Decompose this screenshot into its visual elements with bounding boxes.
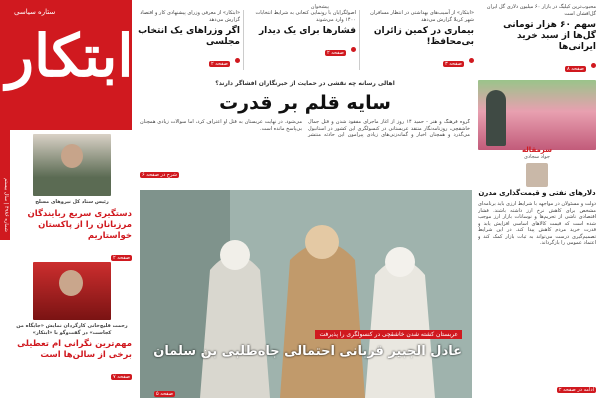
right-top-page: صفحه ۸ bbox=[566, 66, 584, 72]
main-title: سایه قلم بر قدرت bbox=[219, 92, 391, 114]
left-bottom-title: مهم‌ترین نگرانی ام تعطیلی برخی از سالن‌ها است bbox=[17, 339, 132, 360]
photo-title: عادل الجبیر قربانی احتمالی جاه‌طلبی بن سلمان bbox=[153, 344, 462, 359]
main-page: شرح در صفحه ۶ bbox=[142, 172, 177, 178]
page-marker-icon bbox=[591, 63, 596, 68]
editorial-column[interactable] bbox=[478, 146, 596, 398]
photo-kicker: عربستان کشته شدن خاشقچی در کنسولگری را پذیرفت bbox=[315, 330, 462, 339]
photo-story[interactable] bbox=[140, 190, 472, 398]
general-photo bbox=[33, 134, 111, 196]
right-top-kicker: محبوب‌ترین کیلیگ در بازار ۶۰ میلیون دلاری گل ایران گل‌افشان است bbox=[486, 4, 596, 17]
top-col-3[interactable] bbox=[134, 10, 240, 74]
left-mid-story[interactable] bbox=[12, 134, 132, 260]
editorial-label: سرمقاله bbox=[521, 146, 553, 154]
top-col-1[interactable] bbox=[364, 10, 474, 74]
left-bottom-story[interactable] bbox=[12, 262, 132, 398]
top-col-3-title: اگر وزراهای یک انتخاب مجلسی bbox=[138, 26, 240, 47]
right-top-story[interactable] bbox=[478, 4, 596, 144]
main-kicker: اهالی رسانه چه نقشی در حمایت از خبرنگاران افشاگر دارند؟ bbox=[215, 80, 395, 87]
director-face bbox=[59, 270, 83, 296]
flower-photo bbox=[478, 80, 596, 150]
page-marker-icon bbox=[469, 58, 474, 63]
person-silhouette bbox=[486, 90, 506, 146]
top-col-3-page: صفحه ۲ bbox=[210, 61, 228, 67]
left-mid-caption: رئیس ستاد کل نیروهای مسلح bbox=[35, 199, 109, 205]
general-face bbox=[61, 144, 83, 168]
editorial-page: ادامه در صفحه ۲ bbox=[558, 387, 594, 393]
main-body: گروه فرهنگ و هنر - حمید ۱۴ روز از آغاز ماجرای مفقود شدن و قتل جمال خاشقچی، روزنامه‌نگار منتقد عربستانی در کنسولگری این کشور در استانبول می‌گذرد و همچنان اخبار و گمانه‌زنی‌های زیادی پیرامون این حادثه منتشر می‌شود. در نهایت عربستان به قتل او اعتراف کرد، اما سوالات زیادی همچنان بی‌پاسخ مانده است. bbox=[140, 119, 470, 138]
left-mid-title: دستگیری سریع ربایندگان مرزبانان را از پاکستان خواستاریم bbox=[27, 208, 132, 241]
left-mid-page: صفحه ۲ bbox=[113, 254, 130, 261]
top-divider-2 bbox=[243, 10, 244, 70]
masthead-tagline: ستاره سیاسی bbox=[14, 8, 56, 16]
top-col-1-page: صفحه ۳ bbox=[444, 61, 462, 67]
right-top-title: سهم ۶۰ هزار تومانی گل‌ها از سبد خرید ایرانی‌ها bbox=[503, 20, 596, 52]
top-divider-1 bbox=[359, 10, 360, 70]
left-bottom-page: صفحه ۷ bbox=[113, 374, 130, 380]
author-avatar bbox=[526, 163, 548, 187]
left-bottom-caption: رحمت قلیچ‌خانی کارگردان نمایش «جایگاه من کجاست» در گفت‌وگو با «ابتکار» bbox=[16, 323, 128, 336]
main-headline-block[interactable] bbox=[140, 80, 470, 180]
page-marker-icon bbox=[235, 58, 240, 63]
top-strip bbox=[134, 4, 474, 74]
top-col-2-page: صفحه ۲ bbox=[326, 50, 344, 56]
top-col-3-kicker: «ابتکار» از معرفی وزرای پیشنهادی کار و اقتصاد گزارش می‌دهد bbox=[140, 10, 240, 23]
masthead-logo: ابتکار bbox=[6, 22, 134, 90]
top-col-2-title: فشارها برای یک دیدار bbox=[258, 26, 356, 36]
page-marker-icon bbox=[351, 47, 356, 52]
photo-figures bbox=[140, 190, 472, 398]
photo-page-badge: صفحه ۵ bbox=[156, 391, 173, 397]
top-col-2[interactable] bbox=[248, 10, 356, 74]
top-col-1-title: بیماری در کمین زائران بی‌محافظ! bbox=[373, 26, 474, 47]
director-photo bbox=[33, 262, 111, 320]
top-col-2-kicker: اصولگرایان با رونمایی کنعانی به شرایط انتخابات ۱۴۰۰ وارد می‌شوند bbox=[255, 10, 356, 23]
photo-page bbox=[154, 380, 175, 398]
masthead-bar bbox=[0, 0, 132, 130]
editorial-author: جواد سجادی bbox=[524, 154, 550, 160]
editorial-body: دولت و مسئولان در مواجهه با شرایط ارزی باید برنامه‌ای مشخص برای کاهش نرخ ارز داشته باشند. فشار اقتصادی ناشی از تحریم‌ها و نوسانات بازار ارز موجب شده است که قیمت کالاهای اساسی افزایش یابد و قدرت خرید مردم کاهش پیدا کند. در این شرایط تصمیم‌گیری درست می‌تواند به ثبات بازار کمک کند و اعتماد عمومی را بازگرداند. bbox=[478, 201, 596, 246]
editorial-title: دلارهای نفتی و قیمت‌گذاری مدرن bbox=[478, 189, 596, 197]
top-col-1-kicker: «ابتکار» از آسیب‌های بهداشتی در انتظار مسافران شهر کربلا گزارش می‌دهد bbox=[370, 10, 474, 23]
masthead-edition: شماره ۴۹۸۶ | سال بیستم bbox=[3, 178, 9, 232]
section-label: پیشخوان bbox=[310, 4, 329, 10]
